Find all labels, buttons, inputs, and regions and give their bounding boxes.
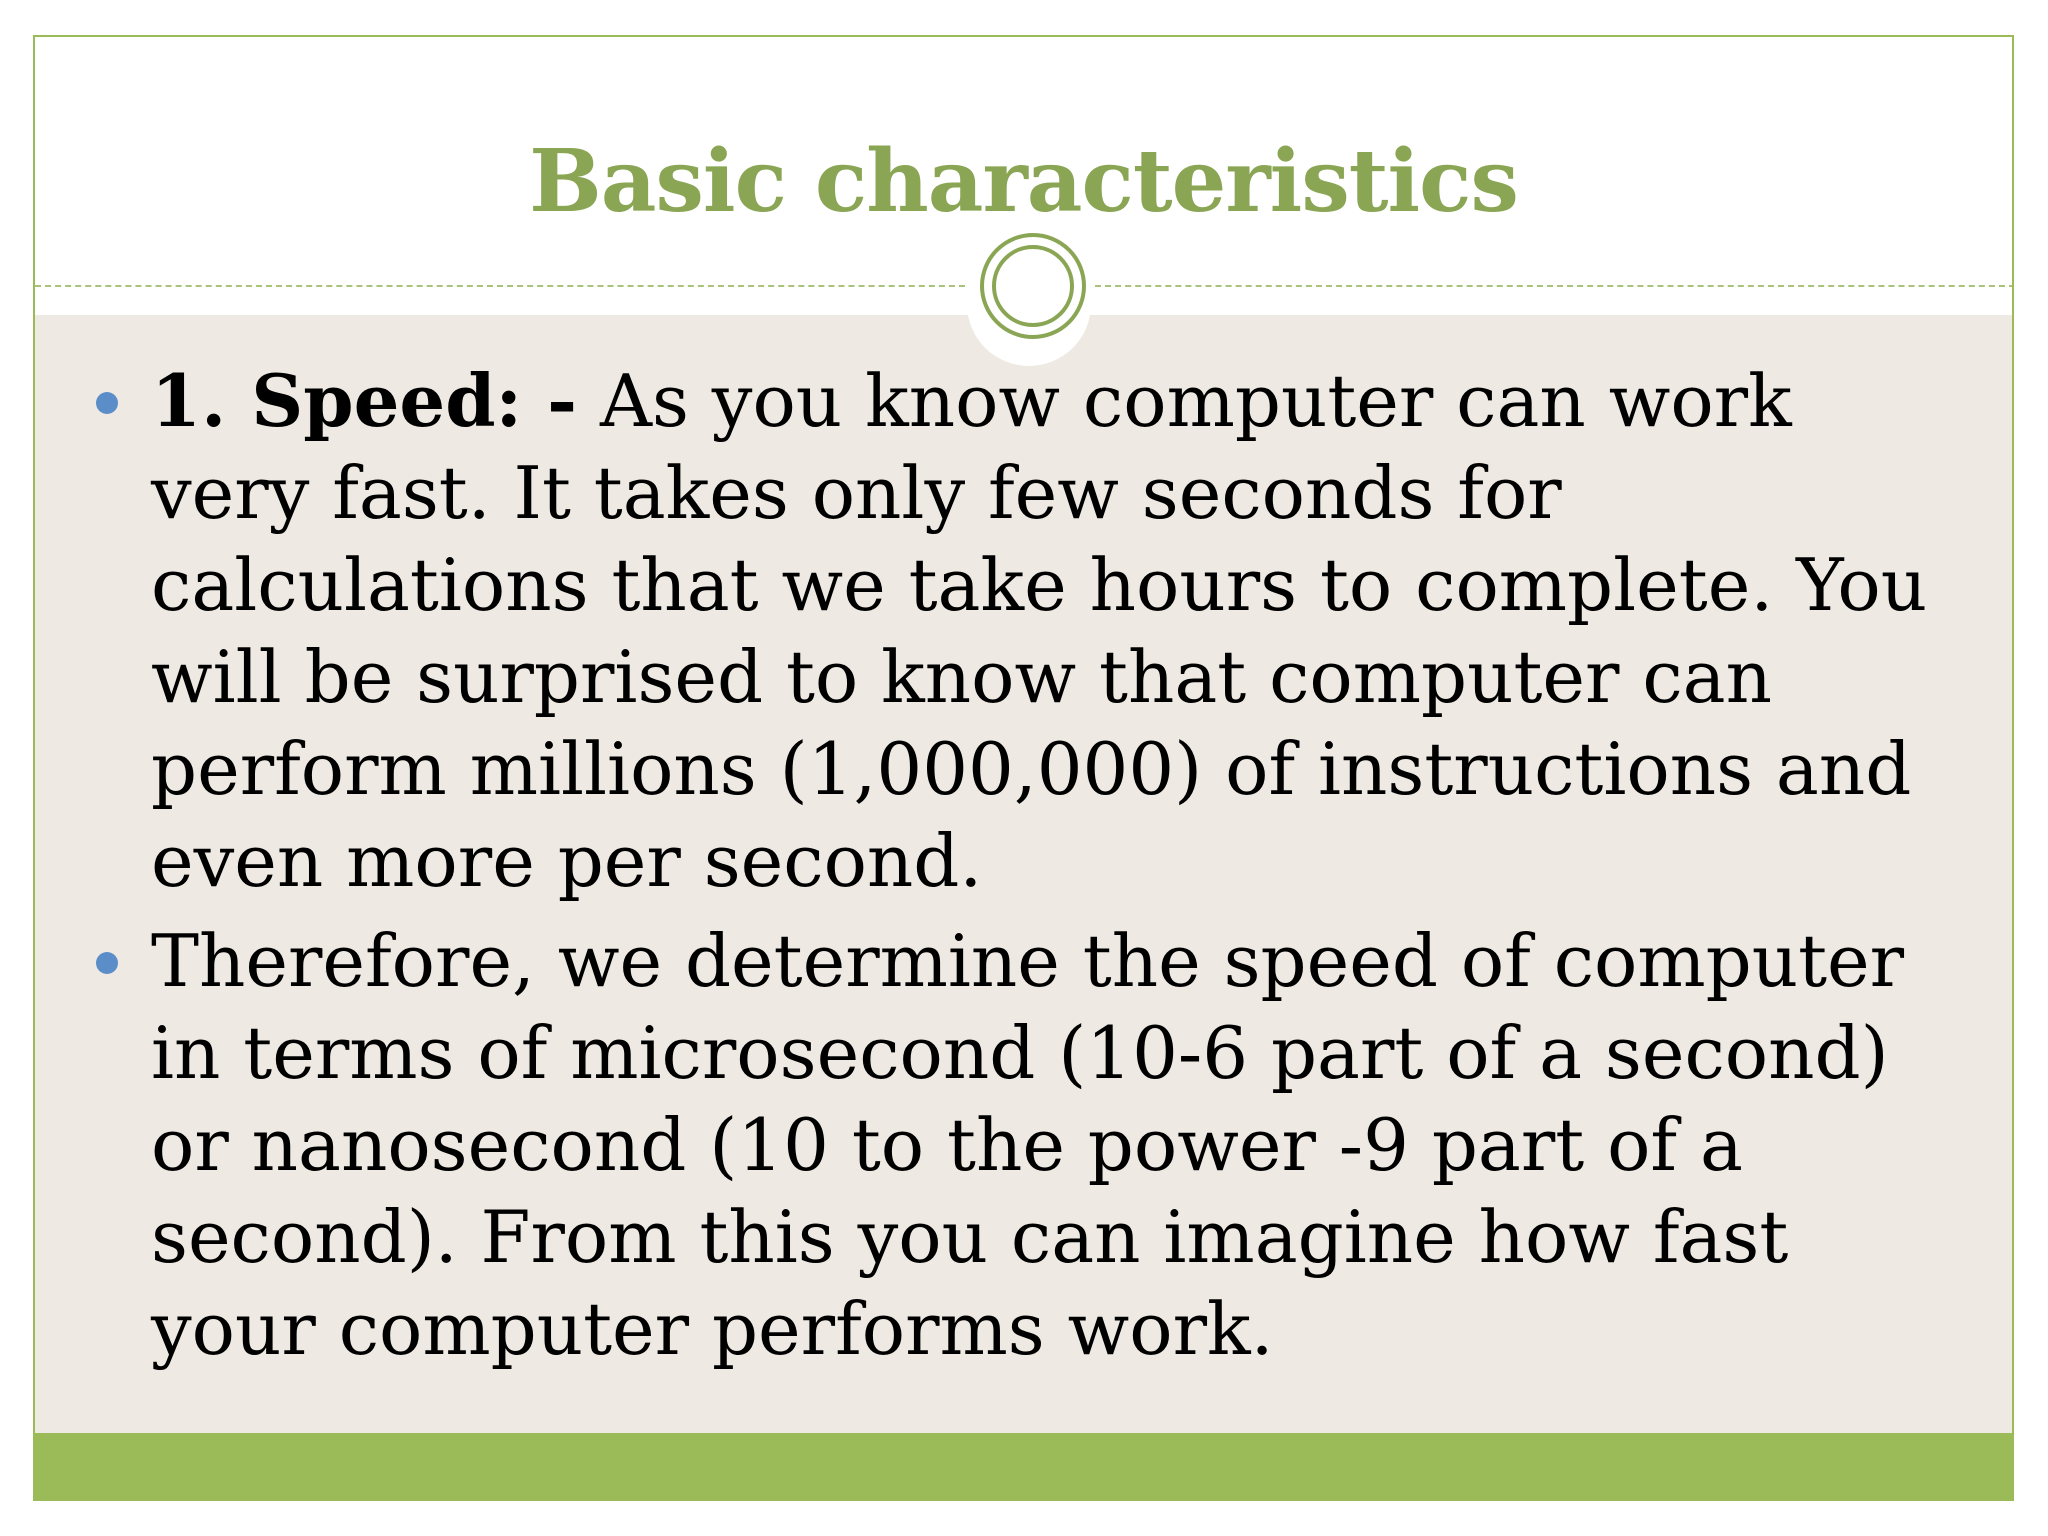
double-ring-ornament-icon: [980, 233, 1086, 339]
bullet-list: [35, 355, 2012, 1375]
footer-bar: [35, 1433, 2012, 1499]
inner-ring-icon: [992, 245, 1074, 327]
bullet-dot-icon: [96, 392, 118, 414]
bullet-item-units: [35, 915, 2012, 1375]
title-divider-right: [1095, 285, 2014, 287]
bullet-text: As you know computer can work very fast. It takes only few seconds for calculations that we take hours to complete. You will be surprised to know that computer can perform millions (1,000,000) of instructions and even more per second.: [151, 359, 1928, 903]
bullet-text: Therefore, we determine the speed of computer in terms of microsecond (10-6 part of a second) or nanosecond (10 to the power -9 part of a second). From this you can imagine how fast your computer performs work.: [151, 919, 1905, 1371]
bullet-item-speed: [35, 355, 2012, 907]
bullet-dot-icon: [96, 952, 118, 974]
bullet-lead: 1. Speed: -: [151, 358, 578, 443]
slide: [33, 35, 2014, 1501]
title-divider-left: [35, 285, 965, 287]
slide-title: Basic characteristics: [529, 131, 1518, 232]
